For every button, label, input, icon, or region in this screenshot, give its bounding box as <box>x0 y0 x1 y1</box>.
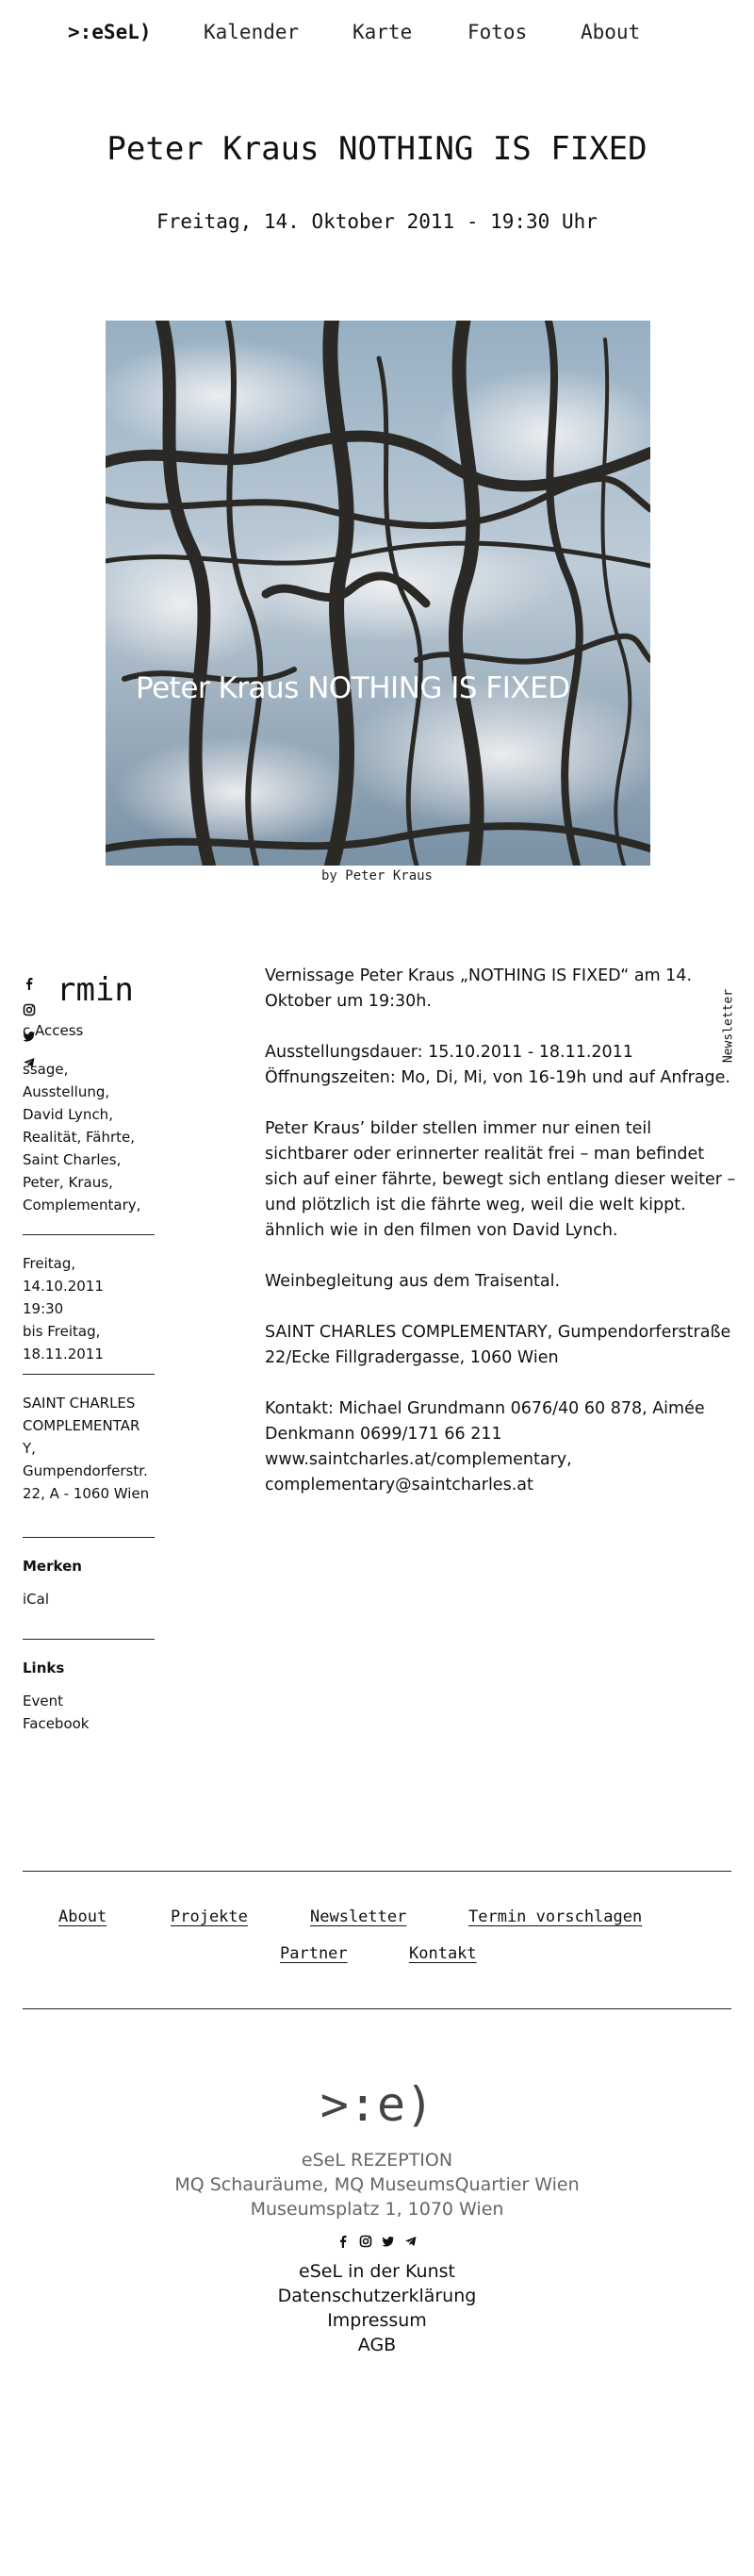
telegram-icon[interactable] <box>404 2235 418 2248</box>
footer-divider <box>23 1871 731 1872</box>
site-logo[interactable]: >:eSeL) <box>68 21 152 43</box>
event-link[interactable]: Event <box>23 1693 63 1709</box>
tag-list[interactable]: ssage, Ausstellung, David Lynch, Realität, Fährte, Saint Charles, Peter, Kraus, Complementary, <box>23 1061 141 1214</box>
twitter-icon[interactable] <box>382 2235 395 2248</box>
event-title: Peter Kraus NOTHING IS FIXED <box>107 130 647 168</box>
description-paragraph: Vernissage Peter Kraus „NOTHING IS FIXED“ am 14. Oktober um 19:30h. <box>265 966 693 1011</box>
event-date: Freitag, 14. Oktober 2011 - 19:30 Uhr <box>156 210 598 233</box>
sidebar-heading: rmin <box>57 971 134 1009</box>
description-paragraph <box>265 1040 736 1091</box>
access-label[interactable]: c Access <box>23 1022 84 1039</box>
instagram-icon[interactable] <box>23 1003 36 1016</box>
footer-link-termin-vorschlagen[interactable]: Termin vorschlagen <box>468 1907 643 1926</box>
footer-link-about[interactable]: About <box>58 1907 107 1926</box>
footer-link-impressum[interactable]: Impressum <box>327 2310 427 2331</box>
top-navigation <box>0 0 754 70</box>
date-to: 18.11.2011 <box>23 1346 104 1362</box>
footer-org-name: eSeL REZEPTION <box>301 2150 453 2171</box>
description-paragraph: Peter Kraus’ bilder stellen immer nur einen teil sichtbarer oder erinnerter realität frei – man befindet sich auf einer fährte, bewegt sich entlang dieser weiter – und plötzlich ist die fährte weg, weil die welt kippt. ähnlich wie in den filmen von David Lynch. <box>265 1119 736 1240</box>
event-image[interactable] <box>106 321 650 866</box>
date-from: Freitag, 14.10.2011 <box>23 1255 104 1295</box>
venue-paragraph: SAINT CHARLES COMPLEMENTARY, Gumpendorferstraße 22/Ecke Fillgradergasse, 1060 Wien <box>265 1323 731 1367</box>
footer-link-newsletter[interactable]: Newsletter <box>310 1907 407 1926</box>
venue-line: 22, A - 1060 Wien <box>23 1485 150 1502</box>
instagram-icon[interactable] <box>359 2235 372 2248</box>
footer-address-line: Museumsplatz 1, 1070 Wien <box>250 2199 504 2220</box>
footer-logo[interactable]: >:e) <box>320 2077 434 2132</box>
date-to-label: bis Freitag, <box>23 1323 101 1340</box>
newsletter-tab[interactable] <box>714 986 743 1065</box>
nav-karte[interactable]: Karte <box>352 21 413 43</box>
venue-line: COMPLEMENTAR <box>23 1417 140 1434</box>
nav-kalender[interactable]: Kalender <box>204 21 300 43</box>
ical-link[interactable]: iCal <box>23 1591 50 1608</box>
description-paragraph: Weinbegleitung aus dem Traisental. <box>265 1272 561 1291</box>
exhibition-duration: Ausstellungsdauer: 15.10.2011 - 18.11.2011 <box>265 1043 633 1062</box>
divider <box>23 1537 155 1538</box>
footer-link-projekte[interactable]: Projekte <box>171 1907 248 1926</box>
footer-address-line: MQ Schauräume, MQ MuseumsQuartier Wien <box>174 2174 580 2195</box>
merken-label: Merken <box>23 1558 82 1575</box>
divider <box>23 1374 155 1375</box>
nav-fotos[interactable]: Fotos <box>467 21 528 43</box>
nav-about[interactable]: About <box>581 21 641 43</box>
facebook-icon[interactable] <box>336 2235 350 2248</box>
footer-link-datenschutz[interactable]: Datenschutzerklärung <box>277 2286 477 2306</box>
image-caption: by Peter Kraus <box>320 868 433 883</box>
footer-link-esel-in-der-kunst[interactable]: eSeL in der Kunst <box>299 2261 455 2282</box>
facebook-icon[interactable] <box>23 977 36 990</box>
date-block <box>23 1252 155 1365</box>
footer-divider <box>23 2008 731 2009</box>
newsletter-tab-label: Newsletter <box>721 988 736 1064</box>
facebook-link[interactable]: Facebook <box>23 1715 90 1732</box>
contact-paragraph[interactable]: Kontakt: Michael Grundmann 0676/40 60 878, Aimée Denkmann 0699/171 66 211 www.saintcharles.at/complementary, complementary@saintcharles.at <box>265 1399 705 1494</box>
footer-link-partner[interactable]: Partner <box>280 1944 348 1963</box>
divider <box>23 1234 155 1235</box>
opening-hours: Öffnungszeiten: Mo, Di, Mi, von 16-19h und auf Anfrage. <box>265 1068 730 1087</box>
venue-line: Gumpendorferstr. <box>23 1462 148 1479</box>
footer-link-agb[interactable]: AGB <box>357 2335 397 2355</box>
divider <box>23 1639 155 1640</box>
links-label: Links <box>23 1660 65 1676</box>
water-reflection-image <box>106 321 650 866</box>
venue-line: Y, <box>23 1440 36 1457</box>
venue-block[interactable] <box>23 1392 155 1505</box>
event-description <box>265 964 736 1524</box>
footer-link-kontakt[interactable]: Kontakt <box>409 1944 477 1963</box>
image-overlay-title: Peter Kraus NOTHING IS FIXED <box>136 671 570 705</box>
time: 19:30 <box>23 1300 64 1317</box>
venue-line: SAINT CHARLES <box>23 1395 136 1412</box>
footer-social-icons <box>336 2235 419 2250</box>
